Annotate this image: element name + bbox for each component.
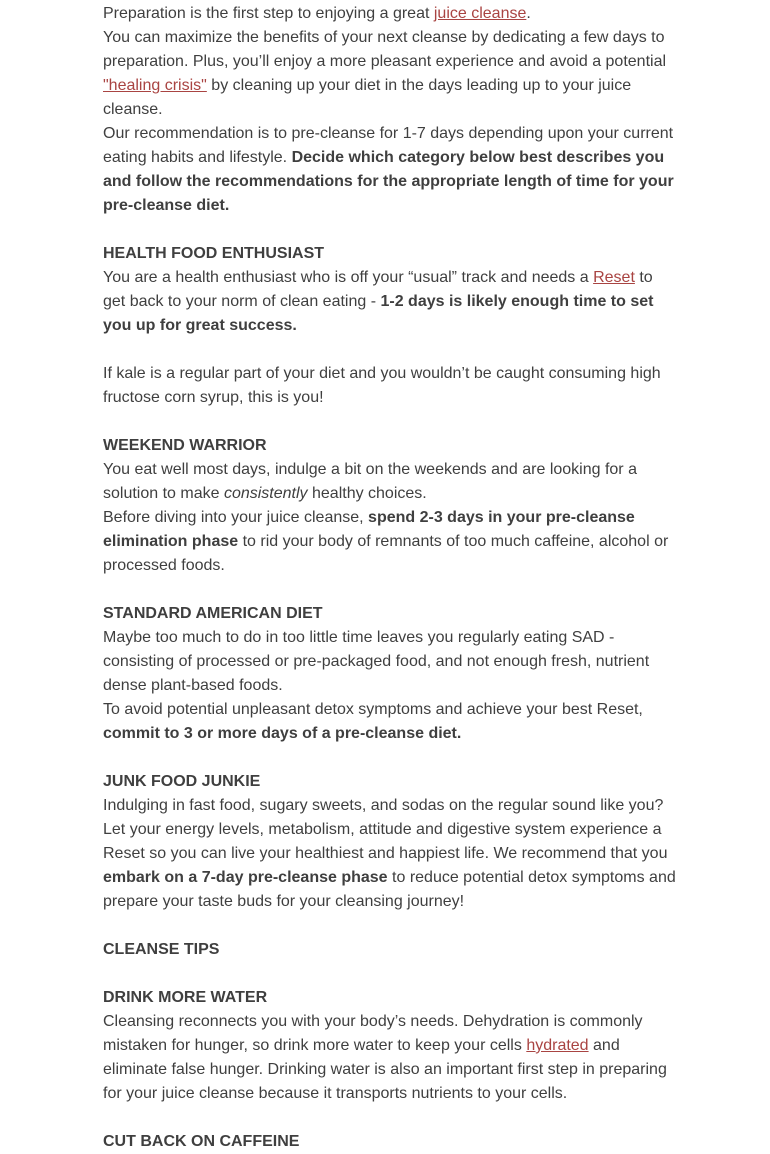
paragraph xyxy=(103,698,678,746)
bold-text: commit to 3 or more days of a pre-cleanse diet. xyxy=(103,725,462,742)
paragraph xyxy=(103,122,678,218)
text-run: . xyxy=(526,5,531,22)
text-run: Cleansing reconnects you with your body’s needs. Dehydration is commonly mistaken for hunger, so drink more water to keep your cells xyxy=(103,1013,643,1054)
italic-text: consistently xyxy=(223,485,308,502)
bold-text: spend 2-3 days in your pre-cleanse elimination phase xyxy=(103,509,635,550)
hydrated-link[interactable]: hydrated xyxy=(526,1037,589,1054)
paragraph xyxy=(103,26,678,122)
text-run: You are a health enthusiast who is off your “usual” track and needs a xyxy=(103,269,594,286)
text-run: to reduce potential detox symptoms and prepare your taste buds for your cleansing journey! xyxy=(103,869,676,910)
blank-line xyxy=(103,962,678,986)
section-heading: CUT BACK ON CAFFEINE xyxy=(103,1133,300,1150)
paragraph xyxy=(103,2,678,26)
text-run: Indulging in fast food, sugary sweets, and sodas on the regular sound like you? xyxy=(103,797,664,814)
reset-link[interactable]: Reset xyxy=(593,269,635,286)
text-run: You can maximize the benefits of your next cleanse by dedicating a few days to preparation. Plus, you’ll enjoy a more pleasant experience and avoid a potential xyxy=(103,29,667,70)
section-heading: CLEANSE TIPS xyxy=(103,941,220,958)
blank-line xyxy=(103,914,678,938)
paragraph xyxy=(103,794,678,818)
text-run: Preparation is the first step to enjoying a great xyxy=(103,5,434,22)
text-run: to rid your body of remnants of too much caffeine, alcohol or processed foods. xyxy=(103,533,669,574)
text-run: and eliminate false hunger. Drinking water is also an important first step in preparing for your juice cleanse because it transports nutrients to your cells. xyxy=(103,1037,667,1102)
text-run: Let your energy levels, metabolism, attitude and digestive system experience a Reset so you can live your healthiest and happiest life. We recommend that you xyxy=(103,821,668,862)
text-run: Before diving into your juice cleanse, xyxy=(103,509,369,526)
text-run: To avoid potential unpleasant detox symptoms and achieve your best Reset, xyxy=(103,701,643,718)
bold-text: embark on a 7-day pre-cleanse phase xyxy=(103,869,388,886)
text-run: by cleaning up your diet in the days leading up to your juice cleanse. xyxy=(103,77,632,118)
section-heading: JUNK FOOD JUNKIE xyxy=(103,773,261,790)
bold-text: Decide which category below best describes you and follow the recommendations for the appropriate length of time for your pre-cleanse diet. xyxy=(103,149,674,214)
healing-crisis-link[interactable]: "healing crisis" xyxy=(103,77,207,94)
text-run: to get back to your norm of clean eating - xyxy=(103,269,653,310)
paragraph xyxy=(103,458,678,506)
blank-line xyxy=(103,578,678,602)
section-heading: DRINK MORE WATER xyxy=(103,989,268,1006)
blank-line xyxy=(103,1106,678,1130)
blank-line xyxy=(103,746,678,770)
text-run: healthy choices. xyxy=(307,485,427,502)
section-heading: WEEKEND WARRIOR xyxy=(103,437,267,454)
paragraph xyxy=(103,266,678,338)
section-heading: HEALTH FOOD ENTHUSIAST xyxy=(103,245,325,262)
paragraph xyxy=(103,818,678,914)
paragraph xyxy=(103,362,678,410)
blank-line xyxy=(103,410,678,434)
text-run: You eat well most days, indulge a bit on the weekends and are looking for a solution to make xyxy=(103,461,637,502)
text-run: Maybe too much to do in too little time leaves you regularly eating SAD - consisting of processed or pre-packaged food, and not enough fresh, nutrient dense plant-based foods. xyxy=(103,629,650,694)
text-run: If kale is a regular part of your diet and you wouldn’t be caught consuming high fructose corn syrup, this is you! xyxy=(103,365,661,406)
blank-line xyxy=(103,338,678,362)
paragraph xyxy=(103,1010,678,1106)
paragraph xyxy=(103,626,678,698)
text-run: Our recommendation is to pre-cleanse for 1-7 days depending upon your current eating habits and lifestyle. xyxy=(103,125,674,166)
paragraph xyxy=(103,506,678,578)
blank-line xyxy=(103,218,678,242)
article-body xyxy=(103,0,678,1154)
bold-text: 1-2 days is likely enough time to set you up for great success. xyxy=(103,293,654,334)
section-heading: STANDARD AMERICAN DIET xyxy=(103,605,323,622)
juice-cleanse-link[interactable]: juice cleanse xyxy=(433,5,527,22)
